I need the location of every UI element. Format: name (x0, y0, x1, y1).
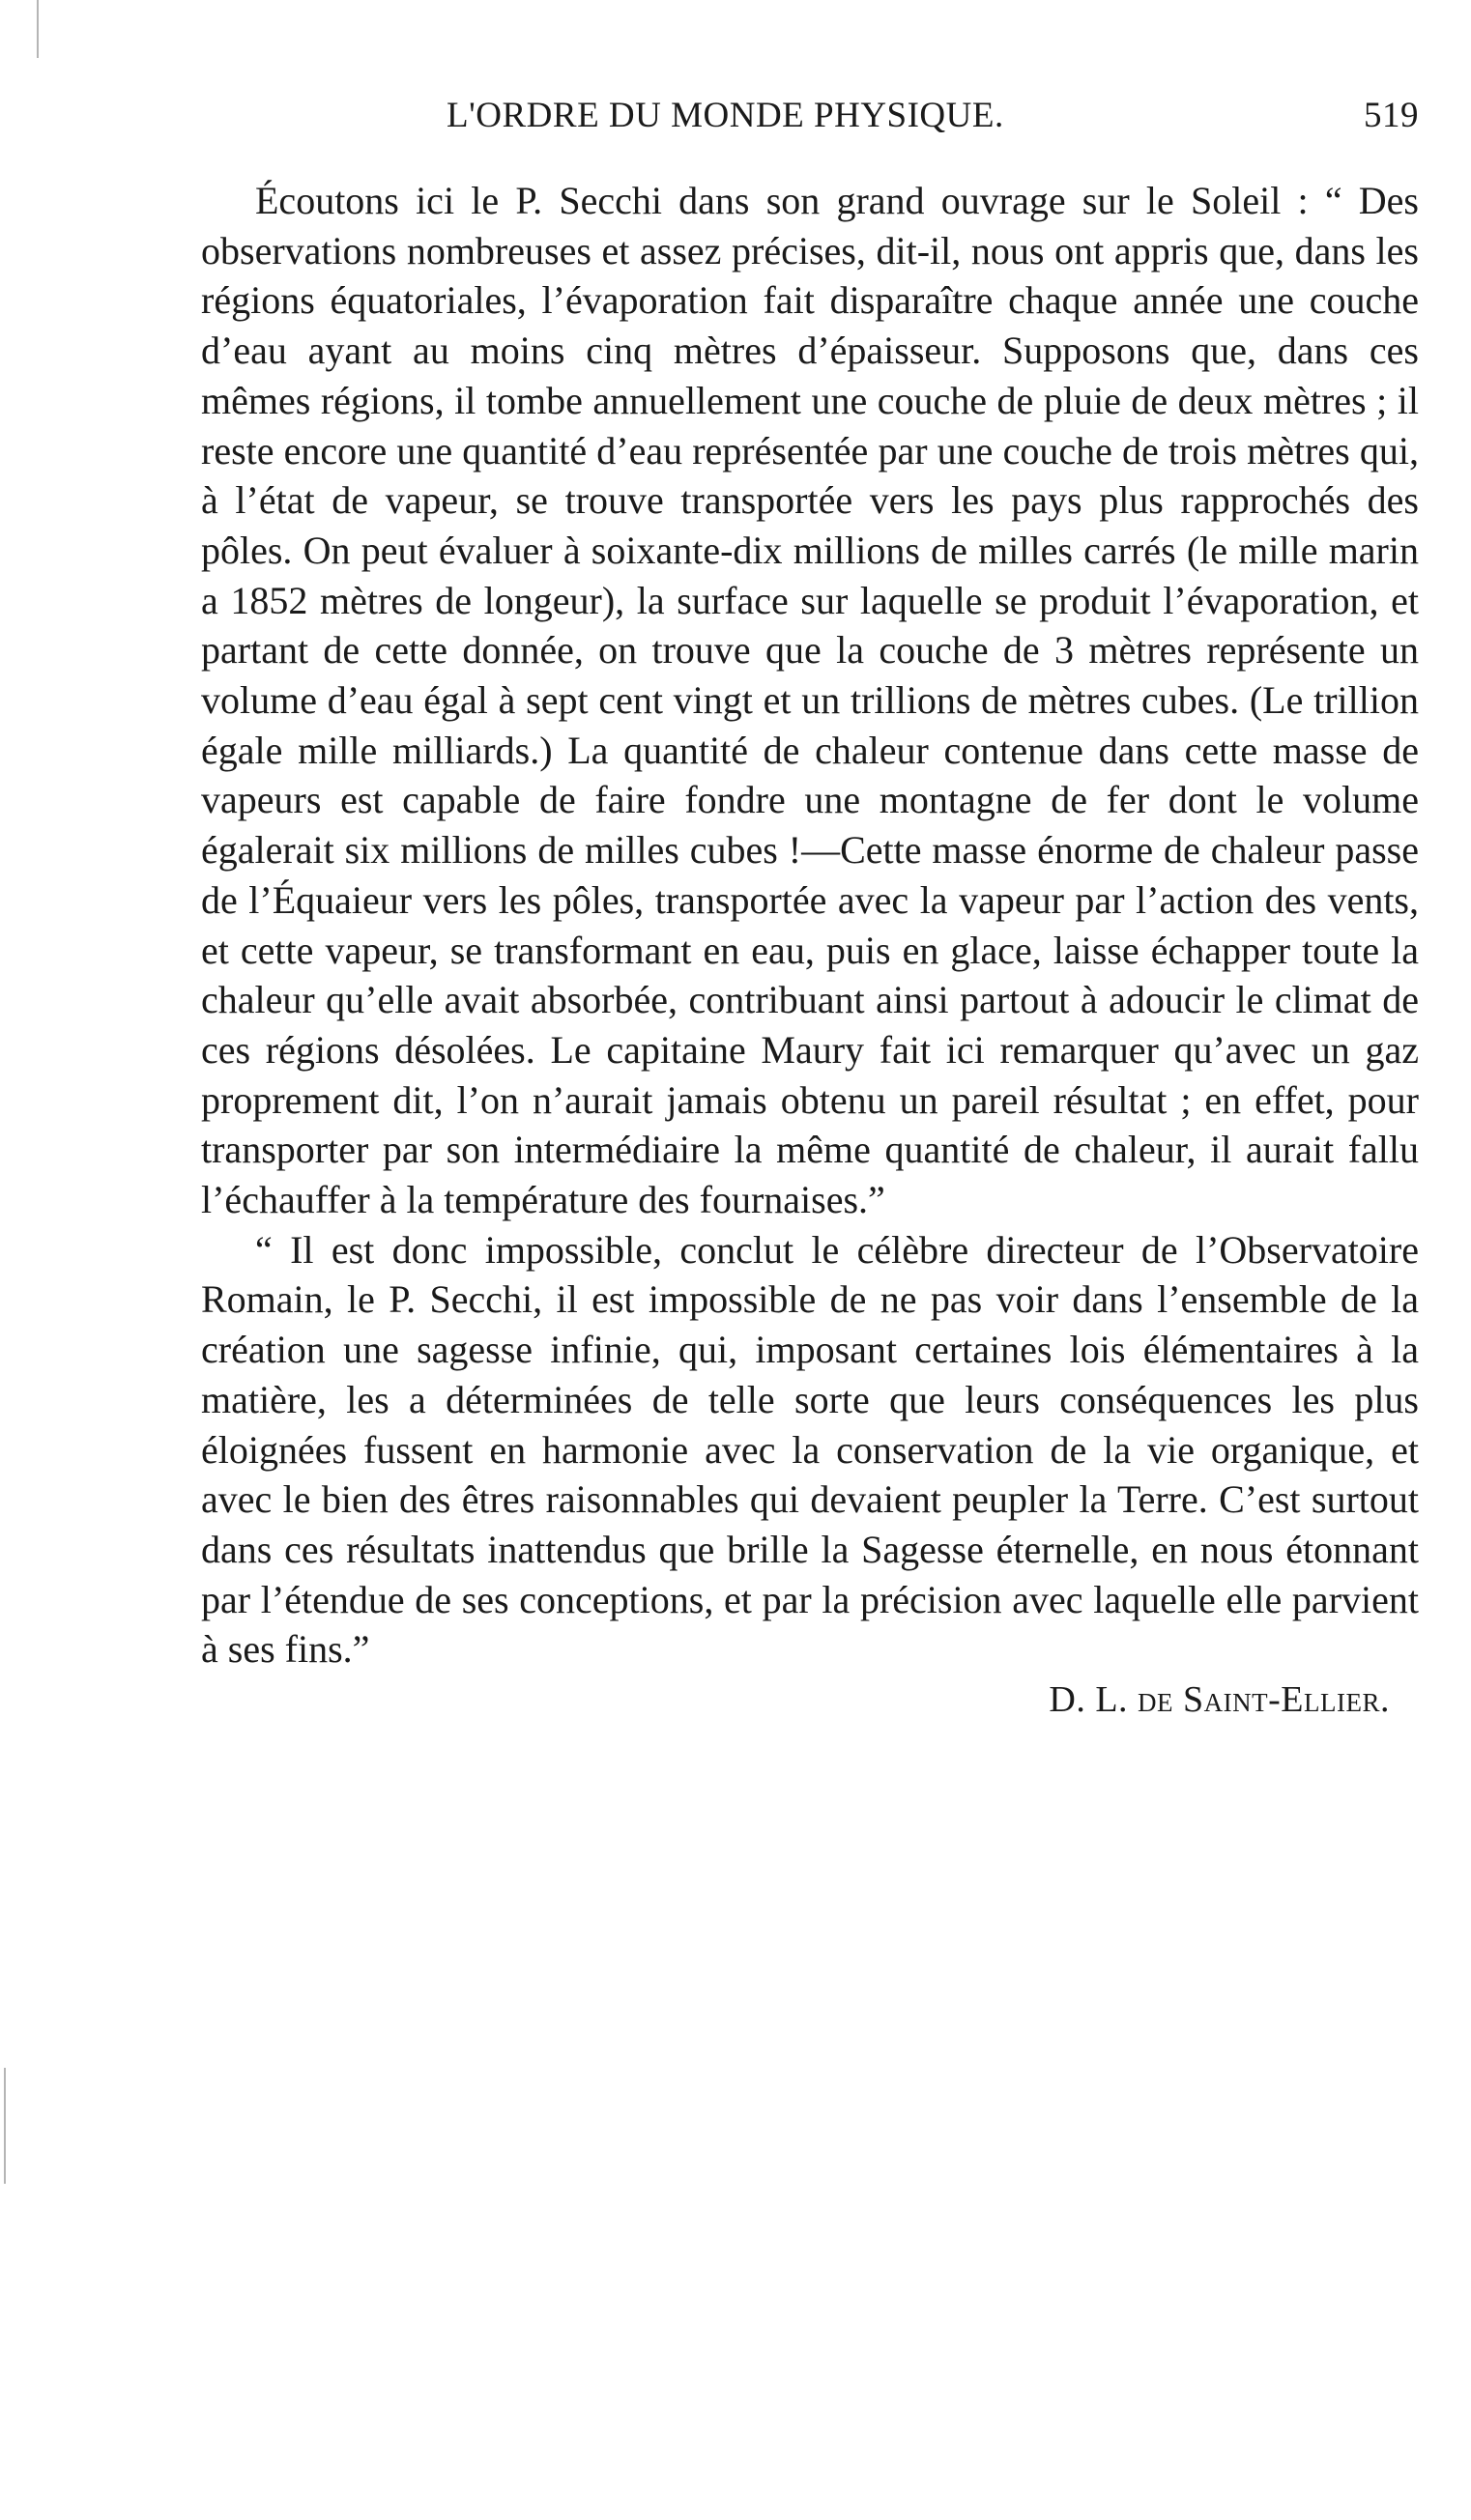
scan-edge-mark-bottom (4, 2068, 6, 2184)
running-title: L'ORDRE DU MONDE PHYSIQUE. (447, 96, 1004, 135)
signature-name: de Saint-Ellier. (1138, 1679, 1390, 1721)
page-number: 519 (1364, 96, 1419, 135)
book-page (201, 87, 1419, 1721)
paragraph-secchi-quote: Écoutons ici le P. Secchi dans son grand ouvrage sur le Soleil : “ Des observations nombreuses et assez précises, dit-il, nous ont appris que, dans les régions équatoriales, l’évaporation fait disparaître chaque année une couche d’eau ayant au moins cinq mètres d’épaisseur. Supposons que, dans ces mêmes régions, il tombe annuellement une couche de pluie de deux mètres ; il reste encore une quantité d’eau représentée par une couche de trois mètres qui, à l’état de vapeur, se trouve transportée vers les pays plus rapprochés des pôles. On peut évaluer à soixante-dix millions de milles carrés (le mille marin a 1852 mètres de longeur), la surface sur laquelle se produit l’évaporation, et partant de cette donnée, on trouve que la couche de 3 mètres représente un volume d’eau égal à sept cent vingt et un trillions de mètres cubes. (Le trillion égale mille milliards.) La quantité de chaleur contenue dans cette masse de vapeurs est capable de faire fondre une montagne de fer dont le volume égalerait six millions de milles cubes !—Cette masse énorme de chaleur passe de l’Équaieur vers les pôles, transportée avec la vapeur par l’action des vents, et cette vapeur, se transformant en eau, puis en glace, laisse échapper toute la chaleur qu’elle avait absorbée, contribuant ainsi partout à adoucir le climat de ces régions désolées. Le capitaine Maury fait ici remarquer qu’avec un gaz proprement dit, l’on n’aurait jamais obtenu un pareil résultat ; en effet, pour transporter par son intermédiaire la même quantité de chaleur, il aurait fallu l’échauffer à la température des fournaises.” (201, 179, 1419, 1222)
author-signature (201, 1678, 1419, 1721)
body-text (201, 176, 1419, 1675)
scan-edge-mark-top (37, 0, 39, 58)
running-head (201, 87, 1419, 145)
signature-initials: D. L. (1049, 1679, 1129, 1721)
paragraph-conclusion: “ Il est donc impossible, conclut le célèbre directeur de l’Observatoire Romain, le P. Secchi, il est impossible de ne pas voir dans l’ensemble de la création une sagesse infinie, qui, imposant certaines lois élémentaires à la matière, les a déterminées de telle sorte que leurs conséquences les plus éloignées fussent en harmonie avec la conservation de la vie organique, et avec le bien des êtres raisonnables qui devaient peupler la Terre. C’est surtout dans ces résultats inattendus que brille la Sagesse éternelle, en nous étonnant par l’étendue de ses conceptions, et par la précision avec laquelle elle parvient à ses fins.” (201, 1227, 1419, 1672)
